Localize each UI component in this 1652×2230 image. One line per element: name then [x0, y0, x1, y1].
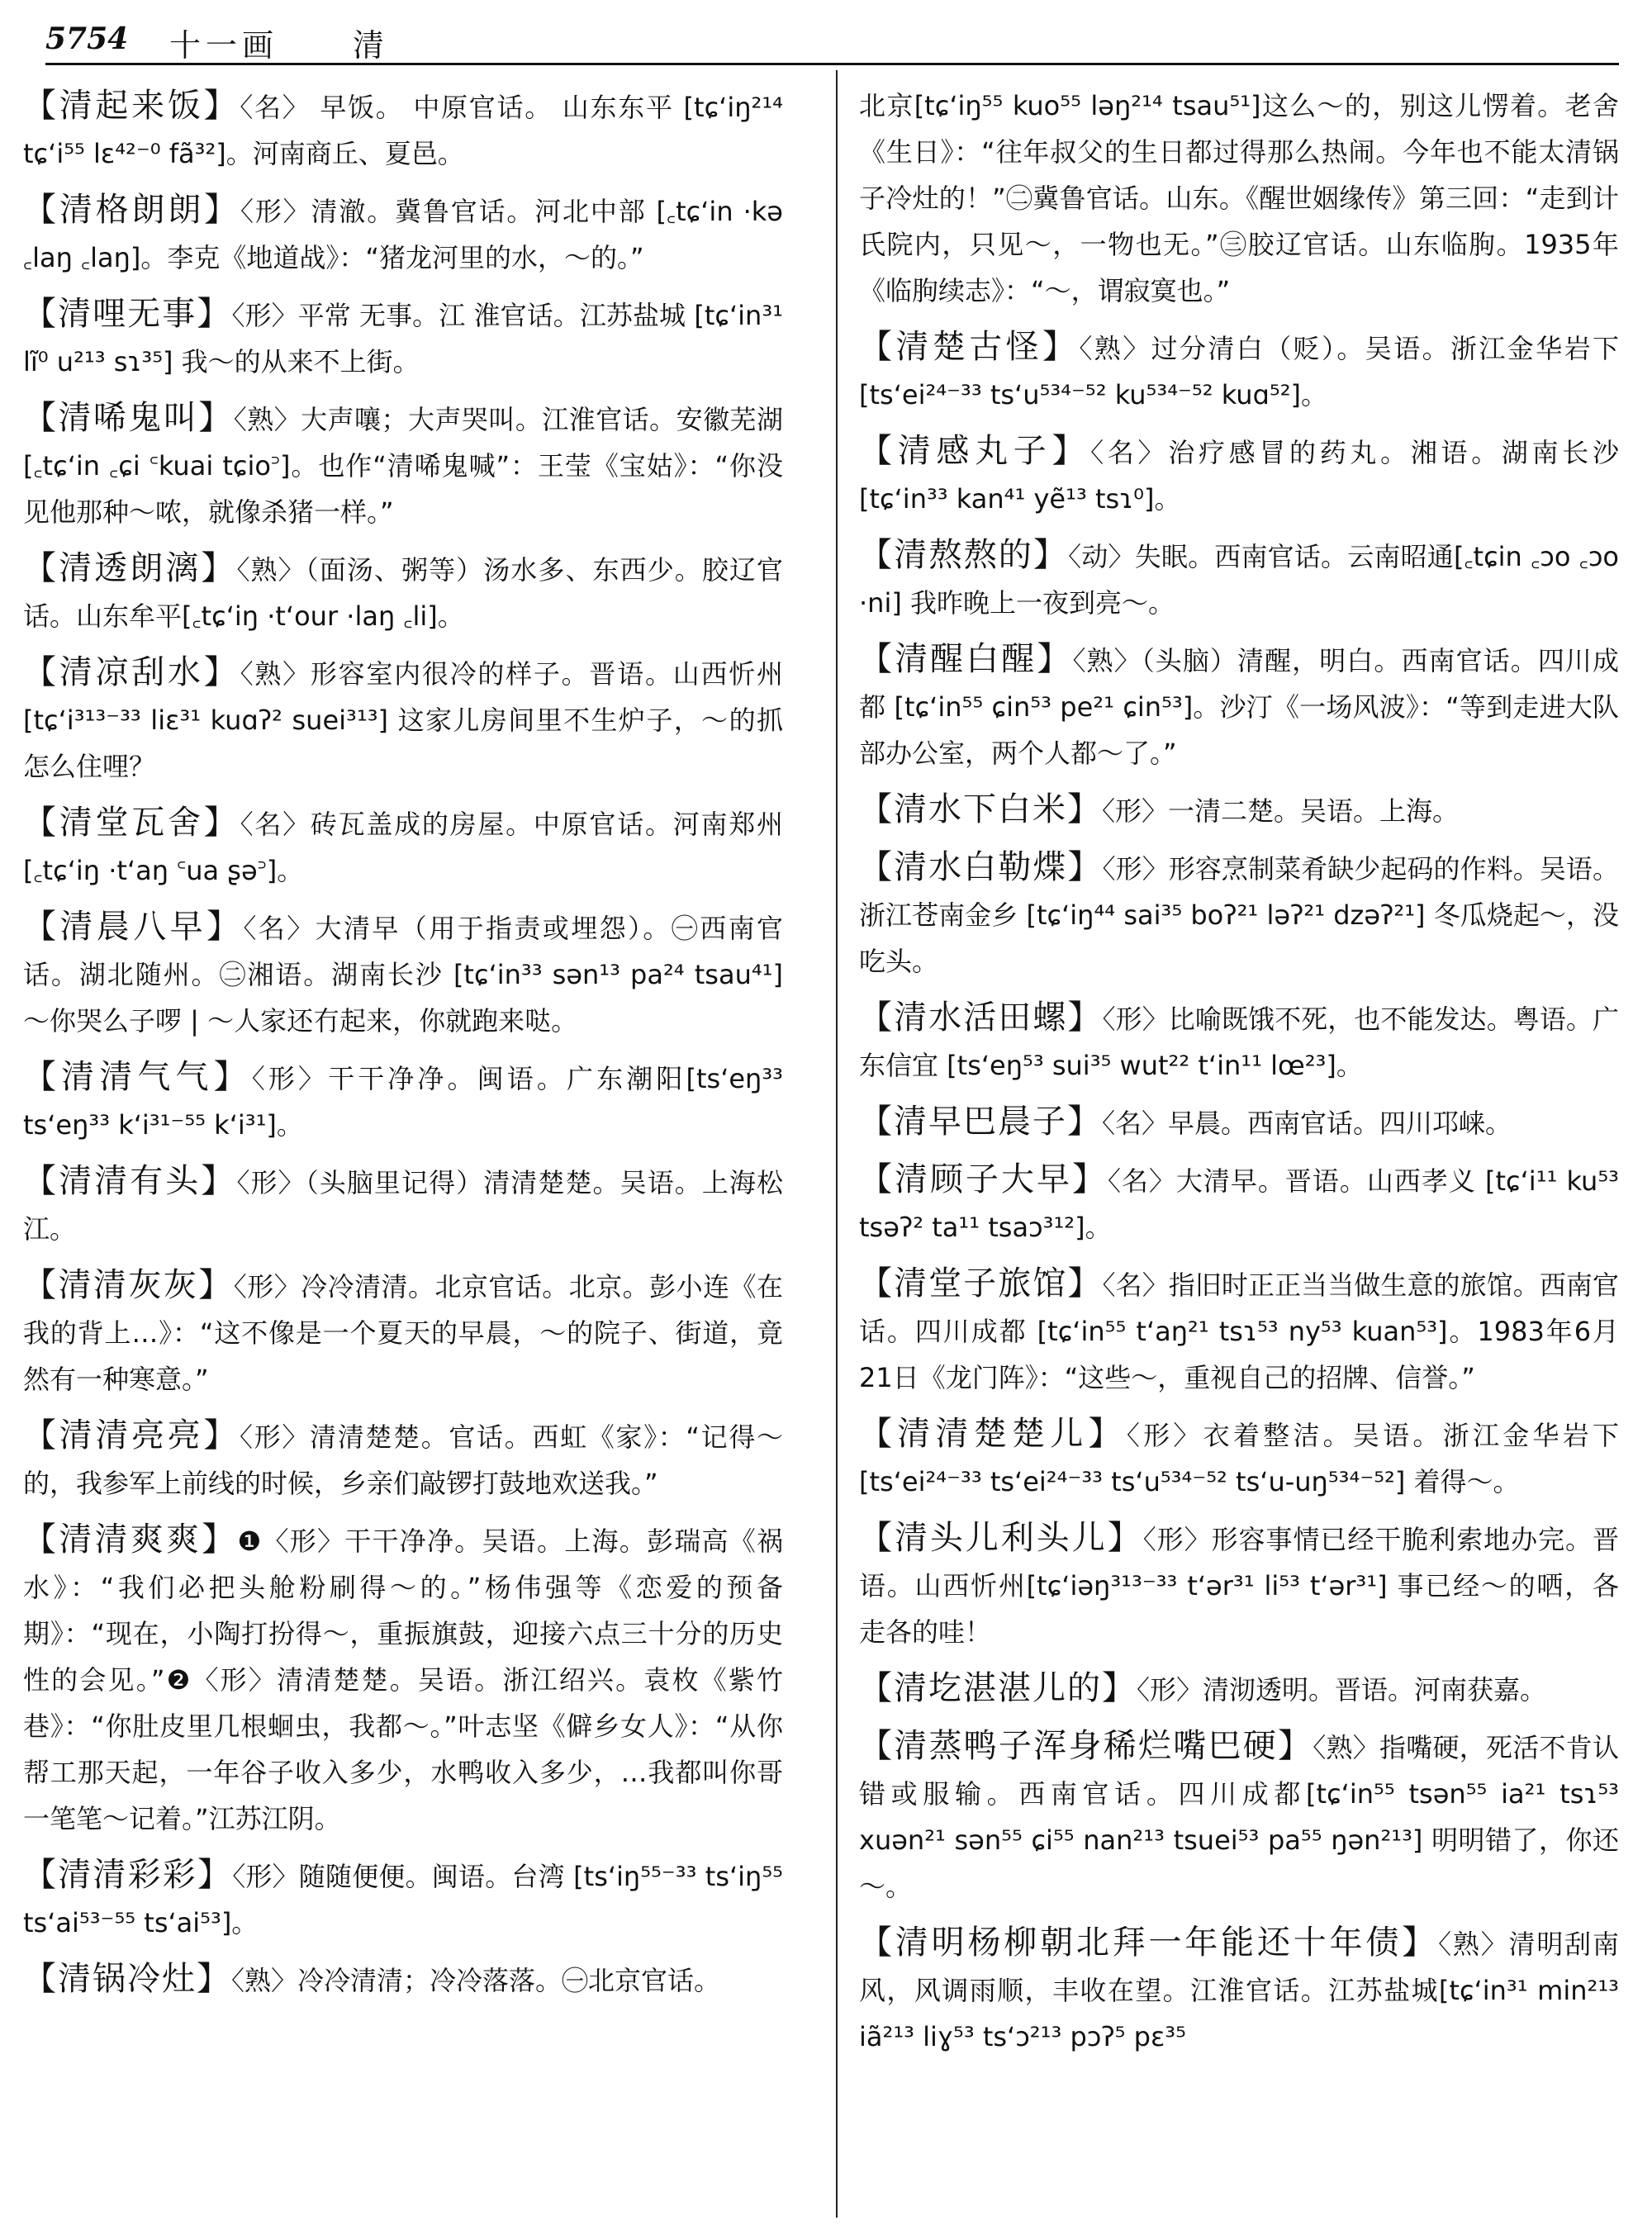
entry-headword: 【清清爽爽】 — [23, 1521, 238, 1559]
entry-definition: 〈形〉形容烹制菜肴缺少起码的作料。吴语。浙江苍南金乡 [tɕʻiŋ⁴⁴ sai³⁵ boʔ²¹ ləʔ²¹ dzəʔ²¹] 冬瓜烧起～，没吃头。 — [859, 853, 1619, 977]
entry-definition: 〈动〉失眠。西南官话。云南昭通[꜀tɕin ꜀ɔo ꜀ɔo ·ni] 我昨晚上一夜到亮～。 — [859, 541, 1619, 619]
entry-definition: 〈形〉清清楚楚。官话。西虹《家》：“记得～的，我参军上前线的时候，乡亲们敲锣打鼓地欢送我。” — [23, 1421, 783, 1499]
entry-definition: 〈名〉大清早（用于指责或埋怨）。㊀西南官话。湖北随州。㊁湘语。湖南长沙 [tɕʻin³³ sən¹³ pa²⁴ tsau⁴¹] ～你哭么子啰 | ～人家还冇起来，你就跑来哒。 — [23, 913, 783, 1037]
page-number: 5754 — [45, 21, 129, 56]
dictionary-entry — [23, 83, 783, 177]
dictionary-entry — [859, 1260, 1619, 1401]
entry-definition: 〈名〉治疗感冒的药丸。湘语。湖南长沙 [tɕʻin³³ kan⁴¹ yẽ¹³ tsɿ⁰]。 — [859, 437, 1619, 515]
entry-definition: 〈形〉干干净净。闽语。广东潮阳[tsʻeŋ³³ tsʻeŋ³³ kʻi³¹⁻⁵⁵ kʻi³¹]。 — [23, 1063, 783, 1141]
dictionary-entry — [859, 844, 1619, 985]
dictionary-entry — [859, 428, 1619, 522]
entry-definition: 〈形〉衣着整洁。吴语。浙江金华岩下 [tsʻei²⁴⁻³³ tsʻei²⁴⁻³³ tsʻu⁵³⁴⁻⁵² tsʻu-uŋ⁵³⁴⁻⁵²] 着得～。 — [859, 1420, 1619, 1497]
dictionary-entry — [23, 1412, 783, 1506]
dictionary-entry — [859, 1156, 1619, 1250]
entry-headword: 【清哩无事】 — [23, 295, 232, 333]
dictionary-entry — [23, 799, 783, 894]
head-character: 清 — [353, 27, 385, 64]
entry-headword: 【清透朗漓】 — [23, 549, 237, 587]
dictionary-entry — [23, 1054, 783, 1148]
dictionary-entry — [859, 1665, 1619, 1713]
entry-definition: 〈形〉比喻既饿不死，也不能发达。粤语。广东信宜 [tsʻeŋ⁵³ sui³⁵ wut²² tʻin¹¹ lœ²³]。 — [859, 1004, 1619, 1081]
dictionary-entry — [859, 1723, 1619, 1910]
entry-headword: 【清蒸鸭子浑身稀烂嘴巴硬】 — [859, 1727, 1313, 1765]
entry-definition: 〈形〉清沏透明。晋语。河南获嘉。 — [1137, 1674, 1547, 1706]
entry-headword: 【清堂子旅馆】 — [859, 1264, 1103, 1302]
dictionary-entry — [23, 1516, 783, 1842]
entry-headword: 【清头儿利头儿】 — [859, 1519, 1143, 1557]
dictionary-entry — [23, 1262, 783, 1402]
dictionary-entry — [859, 324, 1619, 418]
dictionary-entry — [859, 532, 1619, 626]
page-header — [45, 15, 1619, 65]
entry-headword: 【清圪湛湛儿的】 — [859, 1669, 1137, 1707]
column-divider — [836, 70, 838, 2218]
entry-definition: 〈熟〉指嘴硬，死活不肯认错或服输。西南官话。四川成都[tɕʻin⁵⁵ tsən⁵⁵ ia²¹ tsɿ⁵³ xuən²¹ sən⁵⁵ ɕi⁵⁵ nan²¹³ tsuei⁵³ pa⁵⁵ ŋən²¹³] 明明错了，你还～。 — [859, 1732, 1619, 1902]
dictionary-entry — [23, 904, 783, 1044]
stroke-count-label: 十一画 — [169, 27, 279, 64]
entry-headword: 【清起来饭】 — [23, 87, 240, 125]
entry-headword: 【清水白勒煠】 — [859, 848, 1103, 886]
entry-definition: 〈形〉一清二楚。吴语。上海。 — [1102, 795, 1460, 827]
entry-definition: 〈熟〉（面汤、粥等）汤水多、东西少。胶辽官话。山东牟平[꜀tɕʻiŋ ·tʻour ·laŋ ꜀li]。 — [23, 554, 783, 632]
entry-definition: 〈熟〉冷冷清清；冷冷落落。㊀北京官话。 — [231, 1965, 721, 1996]
entry-definition: 〈名〉大清早。晋语。山西孝义 [tɕʻi¹¹ ku⁵³ tsəʔ² ta¹¹ tsaɔ³¹²]。 — [859, 1165, 1619, 1243]
entry-definition: 〈熟〉大声嚷；大声哭叫。江淮官话。安徽芜湖 [꜀tɕʻin ꜀ɕi ꜂kuai tɕio꜄]。也作“清唏鬼喊”：王莹《宝姑》：“你没见他那种～哝，就像杀猪一样。” — [23, 404, 783, 528]
entry-headword: 【清清气气】 — [23, 1058, 252, 1096]
entry-headword: 【清晨八早】 — [23, 908, 244, 946]
entry-headword: 【清早巴晨子】 — [859, 1103, 1102, 1141]
entry-definition: 北京[tɕʻiŋ⁵⁵ kuo⁵⁵ ləŋ²¹⁴ tsau⁵¹]这么～的，别这儿愣着。老舍《生日》：“往年叔父的生日都过得那么热闹。今年也不能太清锅子冷灶的！”㊁冀鲁官话。山东。《醒世姻缘传》第三回：“走到计氏院内，只见～，一物也无。”㊂胶辽官话。山东临朐。1935年《临朐续志》：“～，谓寂寞也。” — [859, 90, 1619, 306]
dictionary-entry — [23, 291, 783, 385]
entry-headword: 【清清有头】 — [23, 1162, 237, 1200]
dictionary-entry — [23, 545, 783, 639]
left-column — [23, 83, 783, 2205]
dictionary-entry — [859, 786, 1619, 834]
dictionary-entry — [859, 636, 1619, 776]
entry-definition: 〈熟〉（头脑）清醒，明白。西南官话。四川成都 [tɕʻin⁵⁵ ɕin⁵³ pe²¹ ɕin⁵³]。沙汀《一场风波》：“等到走进大队部办公室，两个人都～了。” — [859, 645, 1619, 769]
dictionary-entry — [859, 1919, 1619, 2060]
dictionary-entry — [23, 1158, 783, 1252]
entry-headword: 【清清灰灰】 — [23, 1266, 234, 1304]
dictionary-entry — [23, 395, 783, 535]
entry-headword: 【清锅冷灶】 — [23, 1960, 231, 1998]
entry-headword: 【清明杨柳朝北拜一年能还十年债】 — [859, 1924, 1439, 1962]
dictionary-entry — [859, 83, 1619, 314]
entry-definition: 〈形〉平常 无事。江 淮官话。江苏盐城 [tɕʻin³¹ lĩ⁰ u²¹³ sɿ³⁵] 我～的从来不上街。 — [23, 300, 783, 377]
entry-headword: 【清格朗朗】 — [23, 191, 241, 229]
entry-definition: 〈名〉 早饭。 中原官话。 山东东平 [tɕʻiŋ²¹⁴ tɕʻi⁵⁵ lɛ⁴²⁻⁰ fã³²]。河南商丘、夏邑。 — [23, 92, 783, 169]
entry-definition: 〈名〉砖瓦盖成的房屋。中原官话。河南郑州 [꜀tɕʻiŋ ·tʻaŋ ꜂ua ʂə꜄]。 — [23, 809, 783, 886]
entry-definition: 〈名〉指旧时正正当当做生意的旅馆。西南官话。四川成都 [tɕʻin⁵⁵ tʻaŋ²¹ tsɿ⁵³ ny⁵³ kuan⁵³]。1983年6月21日《龙门阵》：“这些～，重视自己的招牌、信誉。” — [859, 1269, 1619, 1393]
dictionary-entry — [859, 1411, 1619, 1505]
dictionary-entry — [23, 187, 783, 281]
entry-headword: 【清凉刮水】 — [23, 653, 240, 691]
entry-headword: 【清熬熬的】 — [859, 536, 1069, 574]
dictionary-entry — [859, 994, 1619, 1089]
entry-definition: 〈名〉早晨。西南官话。四川邛崃。 — [1102, 1108, 1512, 1139]
dictionary-entry — [859, 1098, 1619, 1146]
entry-definition: 〈熟〉清明刮南风，风调雨顺，丰收在望。江淮官话。江苏盐城[tɕʻin³¹ min²¹³ iã²¹³ liɣ⁵³ tsʻɔ²¹³ pɔʔ⁵ pɛ³⁵ — [859, 1929, 1619, 2052]
entry-headword: 【清堂瓦舍】 — [23, 804, 240, 842]
entry-headword: 【清楚古怪】 — [859, 328, 1080, 366]
entry-definition: 〈形〉（头脑里记得）清清楚楚。吴语。上海松江。 — [23, 1167, 783, 1245]
entry-headword: 【清清亮亮】 — [23, 1416, 240, 1454]
entry-definition: 〈形〉形容事情已经干脆利索地办完。晋语。山西忻州[tɕʻiəŋ³¹³⁻³³ tʻər³¹ li⁵³ tʻər³¹] 事已经～的哂，各走各的哇！ — [859, 1524, 1619, 1648]
entry-headword: 【清清彩彩】 — [23, 1856, 233, 1894]
entry-headword: 【清水下白米】 — [859, 790, 1102, 828]
entry-headword: 【清顾子大早】 — [859, 1160, 1108, 1198]
entry-definition: 〈形〉随随便便。闽语。台湾 [tsʻiŋ⁵⁵⁻³³ tsʻiŋ⁵⁵ tsʻai⁵³⁻⁵⁵ tsʻai⁵³]。 — [23, 1861, 783, 1938]
right-column — [859, 83, 1619, 2205]
dictionary-entry — [23, 649, 783, 790]
entry-headword: 【清水活田螺】 — [859, 999, 1103, 1037]
entry-headword: 【清醒白醒】 — [859, 640, 1073, 678]
entry-headword: 【清唏鬼叫】 — [23, 399, 234, 437]
dictionary-entry — [23, 1852, 783, 1946]
entry-definition: 〈形〉清澈。冀鲁官话。河北中部 [꜀tɕʻin ·kə ꜀laŋ ꜀laŋ]。李克《地道战》：“猪龙河里的水，～的。” — [23, 196, 783, 273]
entry-definition: 〈熟〉形容室内很冷的样子。晋语。山西忻州 [tɕʻi³¹³⁻³³ liɛ³¹ kuɑʔ² suei³¹³] 这家儿房间里不生炉子，～的抓怎么住哩？ — [23, 658, 783, 782]
dictionary-entry — [23, 1956, 783, 2004]
entry-definition: 〈形〉冷冷清清。北京官话。北京。彭小连《在我的背上…》：“这不像是一个夏天的早晨，～的院子、街道，竟然有一种寒意。” — [23, 1271, 783, 1395]
entry-definition: ❶〈形〉干干净净。吴语。上海。彭瑞高《祸水》：“我们必把头舱粉刷得～的。”杨伟强等《恋爱的预备期》：“现在，小陶打扮得～，重振旗鼓，迎接六点三十分的历史性的会见。”❷〈形〉清清楚楚。吴语。浙江绍兴。袁枚《紫竹巷》：“你肚皮里几根蛔虫，我都～。”叶志坚《僻乡女人》：“从你帮工那天起，一年谷子收入多少，水鸭收入多少，…我都叫你哥一笔笔～记着。”江苏江阴。 — [23, 1525, 783, 1834]
entry-definition: 〈熟〉过分清白（贬）。吴语。浙江金华岩下 [tsʻei²⁴⁻³³ tsʻu⁵³⁴⁻⁵² ku⁵³⁴⁻⁵² kuɑ⁵²]。 — [859, 333, 1619, 410]
entry-headword: 【清清楚楚儿】 — [859, 1415, 1127, 1453]
entry-headword: 【清感丸子】 — [859, 432, 1091, 470]
dictionary-entry — [859, 1515, 1619, 1655]
